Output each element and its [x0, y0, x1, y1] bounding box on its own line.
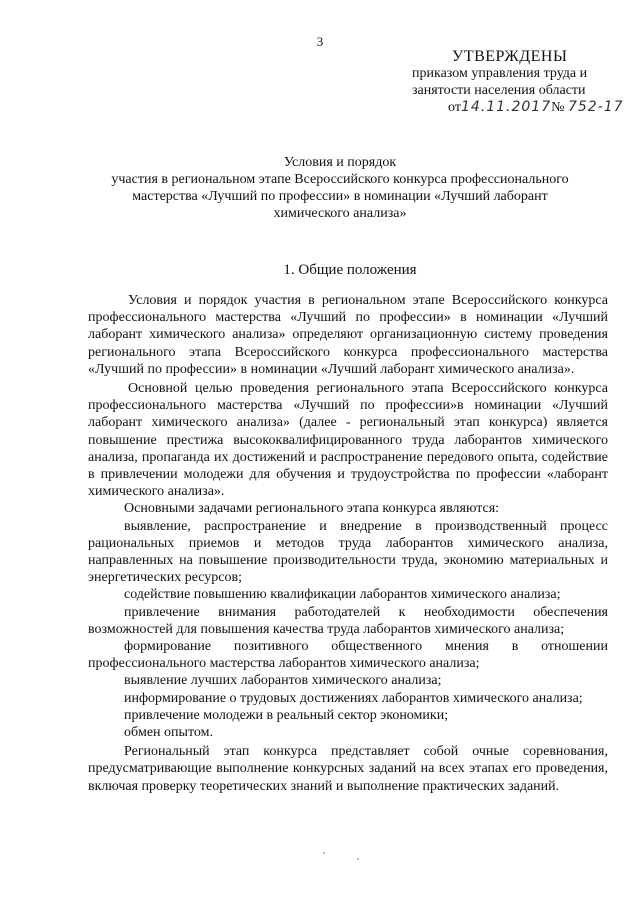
task-item: привлечение молодежи в реальный сектор экономики;	[124, 707, 449, 723]
paragraph-intro: Условия и порядок участия в региональном этапе Всероссийского конкурса профессионального мастерства «Лучший по профессии» в номинации «Лучший лаборант химического анализа» определяют организационную систему проведения регионального этапа Всероссийского конкурса профессионального мастерства «Лучший по профессии» в номинации «Лучший лаборант химического анализа».	[88, 293, 608, 377]
task-item: содействие повышению квалификации лаборантов химического анализа;	[124, 587, 561, 603]
title-line-4: химического анализа»	[273, 206, 407, 221]
paragraph-tasks-heading: Основными задачами регионального этапа конкурса являются:	[124, 501, 500, 517]
task-item: формирование позитивного общественного мнения в отношении профессионального мастерства лаборантов химического анализа;	[88, 639, 608, 672]
handwritten-number: 752-17	[567, 99, 624, 115]
scan-speck	[323, 852, 325, 854]
paragraph-closing: Региональный этап конкурса представляет собой очные соревнования, предусматривающие выполнение конкурсных заданий на всех этапах его проведения, включая проверку теоретических знаний и выполнение практических заданий.	[88, 744, 608, 794]
title-line-2: участия в региональном этапе Всероссийского конкурса профессионального	[111, 172, 569, 187]
handwritten-date: 14.11.2017	[460, 99, 552, 115]
task-item: информирование о трудовых достижениях лаборантов химического анализа;	[124, 690, 583, 706]
document-title	[60, 154, 620, 222]
approval-stamp	[412, 48, 624, 116]
number-prefix: №	[551, 100, 565, 115]
section-title: 1. Общие положения	[283, 262, 417, 278]
approval-line-2: занятости населения области	[412, 83, 586, 98]
approval-heading: УТВЕРЖДЕНЫ	[452, 48, 568, 65]
page-number: 3	[316, 34, 324, 49]
title-line-3: мастерства «Лучший по профессии» в номинации «Лучший лаборант	[132, 189, 548, 204]
task-item: выявление лучших лаборантов химического анализа;	[124, 673, 442, 689]
date-prefix: от	[448, 100, 461, 115]
title-line-1: Условия и порядок	[283, 155, 397, 170]
approval-date-line	[448, 99, 624, 116]
task-item: выявление, распространение и внедрение в производственный процесс рациональных приемов и методов труда лаборантов химического анализа, направленных на повышение производительности труда, экономию материальных и энергетических ресурсов;	[88, 518, 608, 586]
task-item: обмен опытом.	[124, 725, 213, 741]
document-body	[88, 292, 608, 795]
task-item: привлечение внимания работодателей к необходимости обеспечения возможностей для повышения качества труда лаборантов химического анализа;	[88, 604, 608, 637]
approval-line-1: приказом управления труда и	[412, 66, 588, 81]
scan-speck	[357, 858, 359, 860]
paragraph-goal: Основной целью проведения регионального этапа Всероссийского конкурса профессионального мастерства «Лучший по профессии»в номинации «Лучший лаборант химического анализа» (далее - региональный этап конкурса) является повышение престижа высококвалифицированного труда лаборантов химического анализа, пропаганда их достижений и распространение передового опыта, содействие в привлечении молодежи для обучения и трудоустройства по профессии «лаборант химического анализа».	[88, 381, 608, 500]
